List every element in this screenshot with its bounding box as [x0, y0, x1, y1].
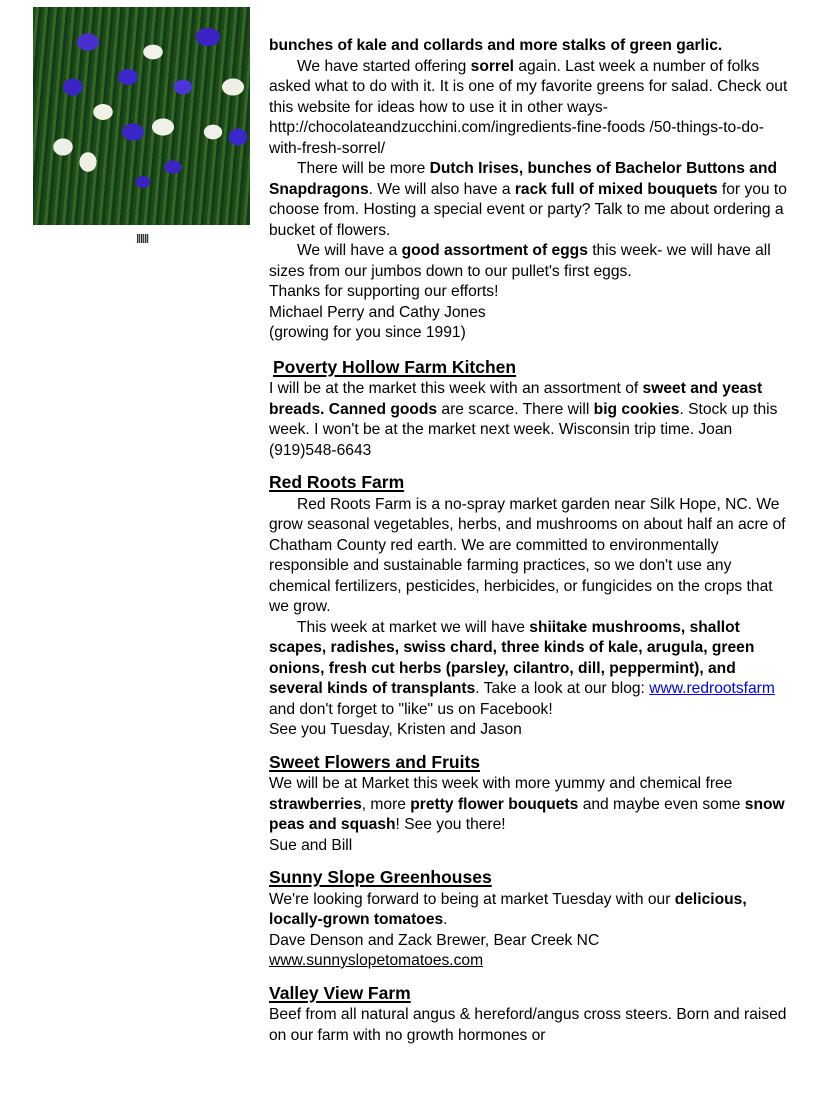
section-body: I will be at the market this week with an assortment of sweet and yeast breads. Canned goods are scarce. There will big cookies. Stock up this week. I won't be at the market next week. Wisconsin trip time. Joan (919)548-6643	[269, 380, 778, 459]
section-sunny-slope	[269, 866, 789, 972]
section-title: Sunny Slope Greenhouses	[269, 867, 492, 887]
sorrel-paragraph: We have started offering sorrel again. Last week a number of folks asked what to do with it. It is one of my favorite greens for salad. Check out this website for ideas how to use it in other ways- http://chocolateandzucchini.com/ingredients-fine-foods /50-things-to-do-with-fresh-sorrel/	[269, 57, 788, 157]
section-sweet-flowers	[269, 751, 789, 857]
section-title: Sweet Flowers and Fruits	[269, 751, 481, 772]
signature-line: Michael Perry and Cathy Jones	[269, 303, 486, 321]
barcode-icon	[137, 234, 149, 243]
eggs-paragraph: We will have a good assortment of eggs this week- we will have all sizes from our jumbos down to our pullet's first eggs.	[269, 242, 771, 280]
flowers-paragraph: There will be more Dutch Irises, bunches of Bachelor Buttons and Snapdragons. We will also have a rack full of mixed bouquets for you to choose from. Hosting a special event or party? Talk to me about ordering a bucket of flowers.	[269, 160, 787, 239]
section-body: We're looking forward to being at market Tuesday with our delicious, locally-grown tomatoes.	[269, 890, 747, 928]
iris-photo	[33, 7, 250, 225]
section-title: Valley View Farm	[269, 982, 411, 1003]
section-red-roots	[269, 471, 789, 741]
redroots-blog-link[interactable]: www.redrootsfarm	[649, 680, 775, 697]
section-body: Red Roots Farm is a no-spray market garden near Silk Hope, NC. We grow seasonal vegetables, herbs, and mushrooms on about half an acre of Chatham County red earth. We are committed to environmentally responsible and sustainable farming practices, so we don't use any chemical fertilizers, pesticides, herbicides, or fungicides on the crops that we grow.	[269, 495, 786, 615]
sunny-slope-link[interactable]: www.sunnyslopetomatoes.com	[269, 952, 484, 969]
section-closing: Sue and Bill	[269, 836, 353, 854]
section-valley-view	[269, 982, 789, 1047]
section-names: Dave Denson and Zack Brewer, Bear Creek NC	[269, 931, 600, 949]
intro-line: bunches of kale and collards and more stalks of green garlic.	[269, 37, 723, 54]
section-closing: See you Tuesday, Kristen and Jason	[269, 721, 522, 738]
section-body: We will be at Market this week with more yummy and chemical free strawberries, more pretty flower bouquets and maybe even some snow peas and squash! See you there!	[269, 775, 785, 833]
section-title: Poverty Hollow Farm Kitchen	[273, 356, 517, 377]
section-body: This week at market we will have shiitake mushrooms, shallot scapes, radishes, swiss chard, three kinds of kale, arugula, green onions, fresh cut herbs (parsley, cilantro, dill, peppermint), and several kinds of transplants. Take a look at our blog: www.redrootsfarm and don't forget to "like" us on Facebook!	[269, 618, 775, 718]
thanks-line: Thanks for supporting our efforts!	[269, 283, 499, 300]
section-poverty-hollow	[269, 356, 789, 462]
newsletter-column	[269, 36, 789, 1046]
section-body: Beef from all natural angus & hereford/angus cross steers. Born and raised on our farm with no growth hormones or	[269, 1006, 787, 1044]
since-line: (growing for you since 1991)	[269, 324, 466, 341]
section-title: Red Roots Farm	[269, 472, 405, 492]
